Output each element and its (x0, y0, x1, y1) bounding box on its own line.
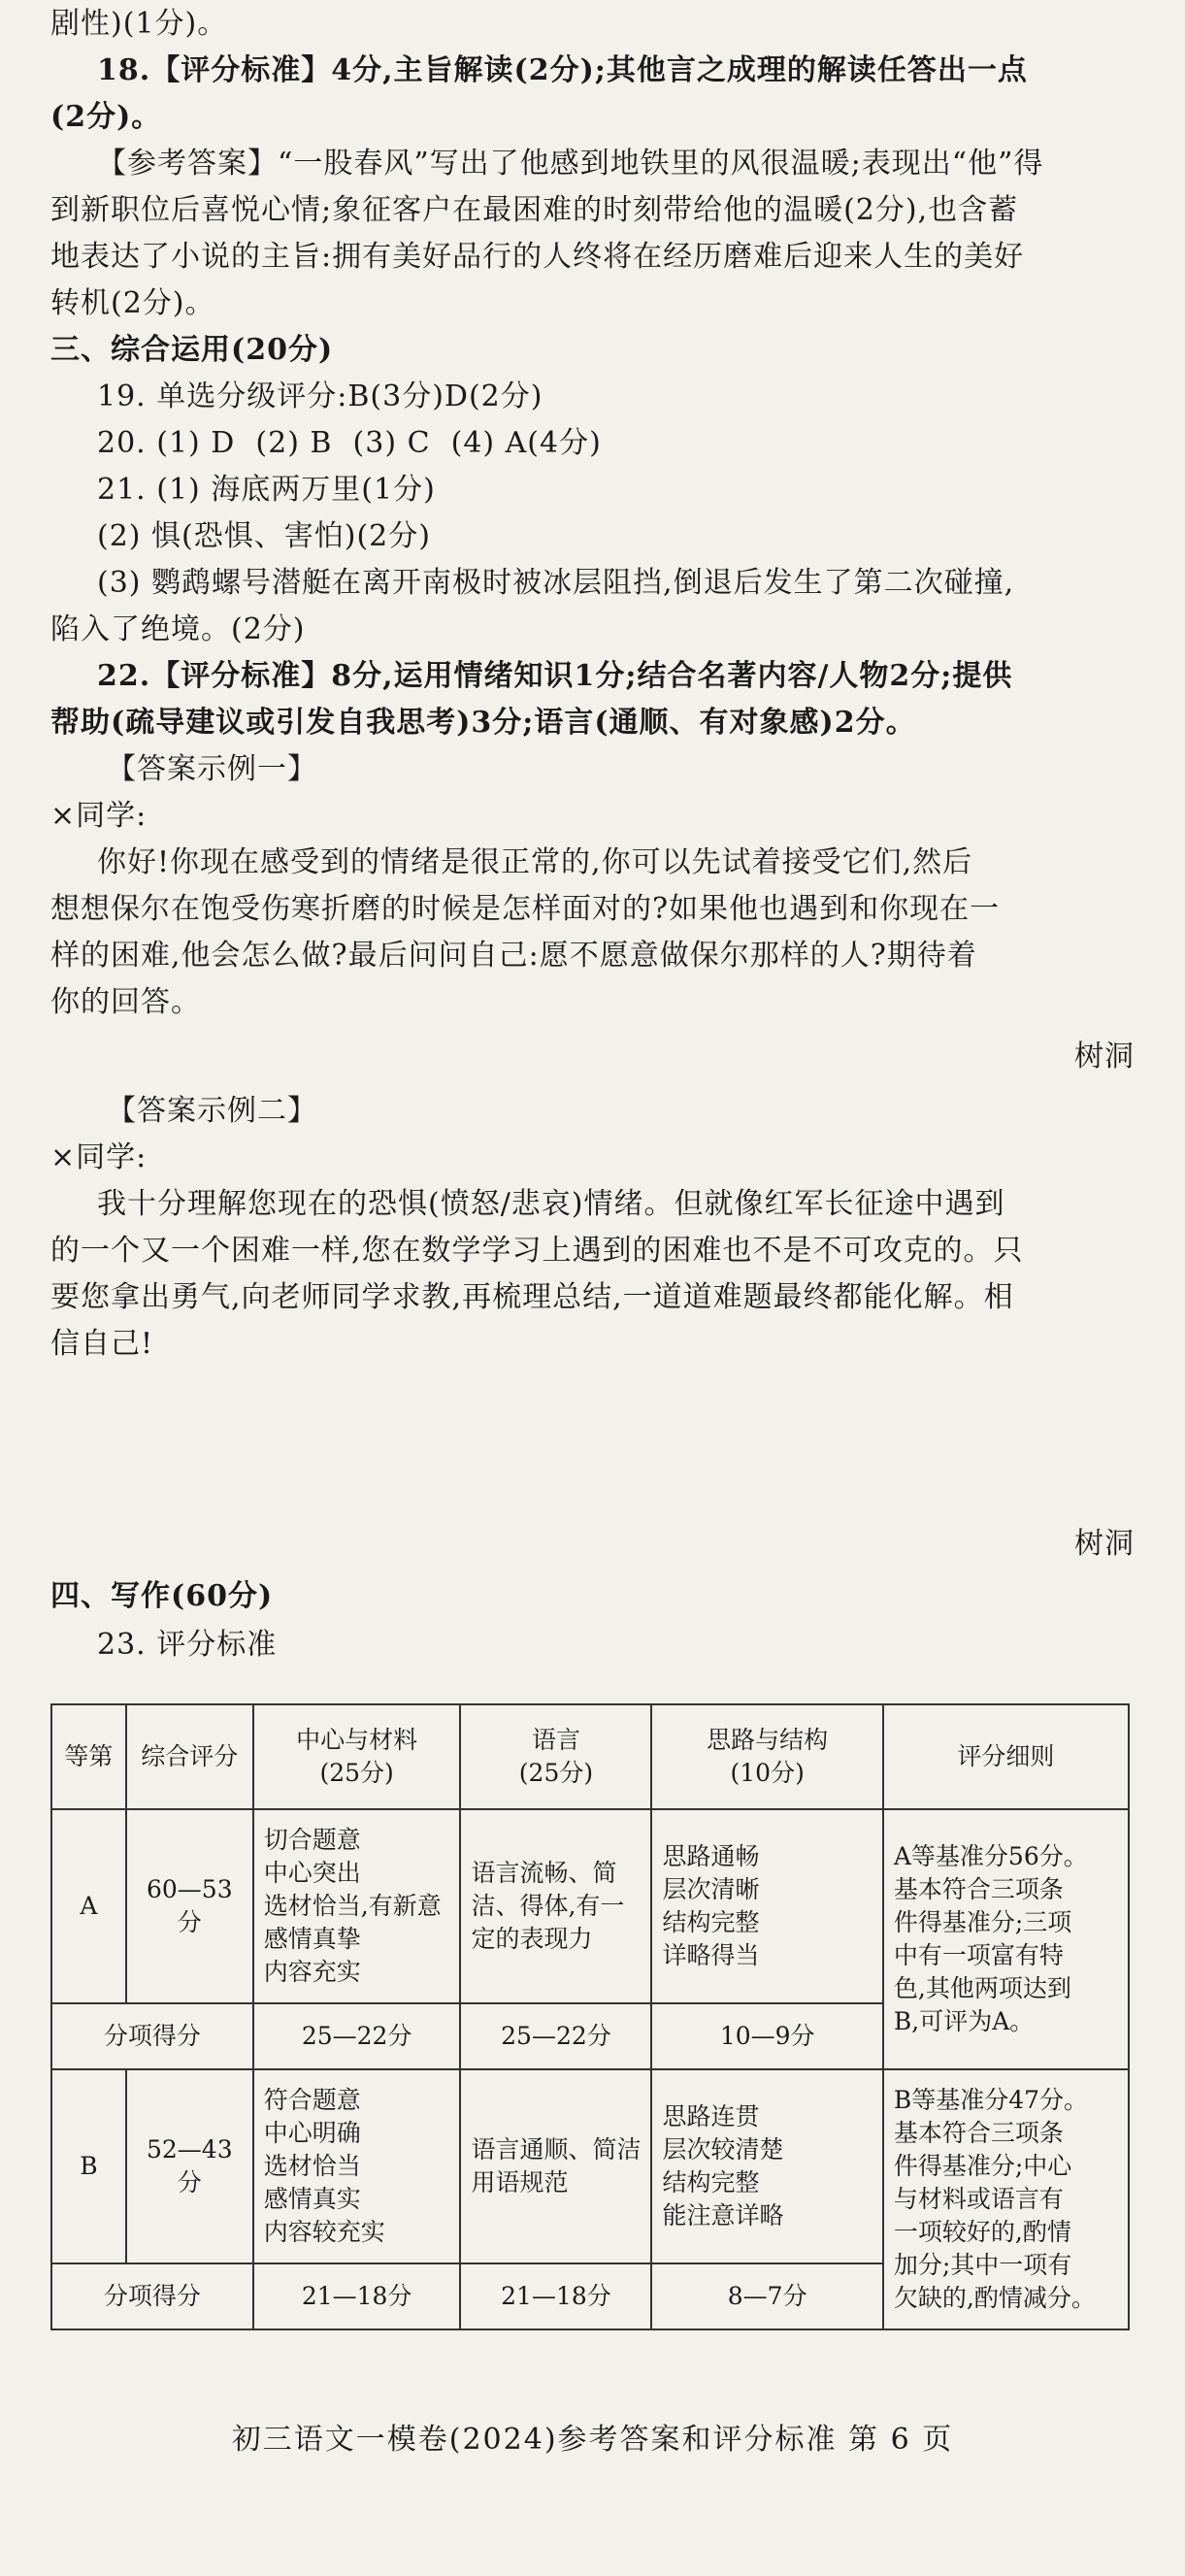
cell-line: 定的表现力 (471, 1925, 593, 1953)
cell-line: 语言流畅、简 (471, 1859, 617, 1887)
example-2-title: 【答案示例二】 (107, 1094, 317, 1128)
example-2-body: 的一个又一个困难一样,您在数学学习上遇到的困难也不是不可攻克的。只 (50, 1234, 1024, 1268)
q18-rule-cont: (2分)。 (50, 100, 162, 134)
q22-rule: 22.【评分标准】8分,运用情绪知识1分;结合名著内容/人物2分;提供 (97, 659, 1013, 693)
q18-answer-cont: 转机(2分)。 (50, 286, 215, 320)
cell-line: 语言通顺、简洁 (471, 2135, 642, 2163)
grade-b-label: B (51, 2069, 126, 2263)
example-1-body: 想想保尔在饱受伤寒折磨的时候是怎样面对的?如果他也遇到和你现在一 (50, 892, 1001, 926)
cell-line: 感情真挚 (263, 1925, 361, 1953)
example-1-body: 你好!你现在感受到的情绪是很正常的,你可以先试着接受它们,然后 (97, 845, 973, 879)
grade-a-structure (651, 1809, 882, 2003)
cell-line: 选材恰当 (263, 2152, 361, 2180)
cell-line: 层次清晰 (662, 1875, 760, 1903)
example-2-body: 信自己! (50, 1327, 154, 1361)
section-heading-4: 四、写作(60分) (50, 1579, 274, 1613)
example-1-body: 样的困难,他会怎么做?最后问问自己:愿不愿意做保尔那样的人?期待着 (50, 939, 977, 973)
cell-line: 用语规范 (471, 2168, 569, 2196)
grade-a-language (460, 1809, 651, 2003)
header-detail: 评分细则 (883, 1704, 1129, 1809)
q23-title: 23. 评分标准 (97, 1628, 278, 1662)
q20-answer: 20. (1) D (2) B (3) C (4) A(4分) (97, 426, 602, 460)
cell-line: A等基准分56分。 (893, 1842, 1088, 1870)
q21-answer-2: (2) 惧(恐惧、害怕)(2分) (97, 519, 431, 553)
q18-rule: 18.【评分标准】4分,主旨解读(2分);其他言之成理的解读任答出一点 (97, 53, 1028, 87)
cell-line: 思路通畅 (662, 1842, 760, 1870)
cell-line: 详略得当 (662, 1941, 760, 1969)
q22-rule-cont: 帮助(疏导建议或引发自我思考)3分;语言(通顺、有对象感)2分。 (50, 706, 916, 740)
q18-answer-cont: 到新职位后喜悦心情;象征客户在最困难的时刻带给他的温暖(2分),也含蓄 (50, 193, 1019, 227)
header-language-title: 语言 (531, 1726, 580, 1754)
header-structure-title: 思路与结构 (707, 1726, 829, 1754)
subscore-a-label: 分项得分 (51, 2003, 253, 2069)
q21-answer-3: (3) 鹦鹉螺号潜艇在离开南极时被冰层阻挡,倒退后发生了第二次碰撞, (97, 566, 1015, 600)
cell-line: 件得基准分;三项 (893, 1908, 1072, 1936)
cell-line: 中有一项富有特 (893, 1941, 1064, 1969)
subscore-b-structure: 8—7分 (651, 2263, 882, 2329)
cell-line: 层次较清楚 (662, 2135, 784, 2163)
cell-line: 加分;其中一项有 (893, 2251, 1072, 2279)
grade-b-language (460, 2069, 651, 2263)
header-center-points: (25分) (319, 1759, 394, 1787)
q21-answer-1: 21. (1) 海底两万里(1分) (97, 473, 436, 507)
grade-b-center (253, 2069, 461, 2263)
subscore-a-language: 25—22分 (460, 2003, 651, 2069)
q18-answer: 【参考答案】“一股春风”写出了他感到地铁里的风很温暖;表现出“他”得 (97, 147, 1044, 181)
example-2-body: 要您拿出勇气,向老师同学求教,再梳理总结,一道道难题最终都能化解。相 (50, 1280, 1014, 1314)
cell-line: B等基准分47分。 (893, 2086, 1089, 2114)
cell-line: 一项较好的,酌情 (893, 2218, 1071, 2246)
example-1-title: 【答案示例一】 (107, 752, 317, 786)
cell-line: 中心突出 (263, 1859, 361, 1887)
cell-line: 内容较充实 (263, 2218, 385, 2246)
cell-line: 内容充实 (263, 1958, 361, 1986)
grade-b-score: 52—43分 (126, 2069, 253, 2263)
section-heading-3: 三、综合运用(20分) (50, 333, 334, 367)
header-overall: 综合评分 (126, 1704, 253, 1809)
q21-answer-3-cont: 陷入了绝境。(2分) (50, 612, 306, 646)
example-1-signature: 树洞 (1074, 1040, 1135, 1073)
subscore-b-label: 分项得分 (51, 2263, 253, 2329)
cell-line: 中心明确 (263, 2119, 361, 2147)
grade-a-label: A (51, 1809, 126, 2003)
cell-line: 基本符合三项条 (893, 2119, 1064, 2147)
table-row-grade-b (51, 2069, 1129, 2263)
example-1-salutation: ×同学: (50, 799, 148, 833)
grade-a-center (253, 1809, 461, 2003)
cell-line: 洁、得体,有一 (471, 1892, 625, 1920)
cell-line: 思路连贯 (662, 2102, 760, 2130)
page-footer: 初三语文一模卷(2024)参考答案和评分标准 第 6 页 (231, 2423, 954, 2457)
cell-line: 与材料或语言有 (893, 2185, 1064, 2213)
example-2-salutation: ×同学: (50, 1140, 148, 1174)
header-grade: 等第 (51, 1704, 126, 1809)
cell-line: 件得基准分;中心 (893, 2152, 1072, 2180)
cell-line: 感情真实 (263, 2185, 361, 2213)
subscore-a-structure: 10—9分 (651, 2003, 882, 2069)
table-header-row (51, 1704, 1129, 1809)
example-1-body: 你的回答。 (50, 985, 201, 1019)
subscore-b-language: 21—18分 (460, 2263, 651, 2329)
grade-b-structure (651, 2069, 882, 2263)
text-line: 剧性)(1分)。 (50, 7, 228, 41)
header-center (253, 1704, 461, 1809)
grade-a-detail (883, 1809, 1129, 2069)
cell-line: 色,其他两项达到 (893, 1974, 1071, 2002)
grade-a-score: 60—53分 (126, 1809, 253, 2003)
q18-answer-cont: 地表达了小说的主旨:拥有美好品行的人终将在经历磨难后迎来人生的美好 (50, 240, 1025, 274)
cell-line: 结构完整 (662, 1908, 760, 1936)
cell-line: 选材恰当,有新意 (263, 1892, 442, 1920)
subscore-b-center: 21—18分 (253, 2263, 461, 2329)
header-language (460, 1704, 651, 1809)
header-structure-points: (10分) (730, 1759, 805, 1787)
example-2-body: 我十分理解您现在的恐惧(愤怒/悲哀)情绪。但就像红军长征途中遇到 (97, 1187, 1005, 1221)
grading-table (50, 1703, 1130, 2330)
header-language-points: (25分) (518, 1759, 594, 1787)
cell-line: 切合题意 (263, 1826, 361, 1854)
table-row-grade-a (51, 1809, 1129, 2003)
cell-line: 欠缺的,酌情减分。 (893, 2284, 1096, 2312)
cell-line: 能注意详略 (662, 2201, 784, 2229)
cell-line: 基本符合三项条 (893, 1875, 1064, 1903)
header-center-title: 中心与材料 (296, 1726, 418, 1754)
cell-line: B,可评为A。 (893, 2007, 1035, 2035)
cell-line: 结构完整 (662, 2168, 760, 2196)
grade-b-detail (883, 2069, 1129, 2329)
subscore-a-center: 25—22分 (253, 2003, 461, 2069)
header-structure (651, 1704, 882, 1809)
cell-line: 符合题意 (263, 2086, 361, 2114)
example-2-signature: 树洞 (1074, 1527, 1135, 1561)
q19-answer: 19. 单选分级评分:B(3分)D(2分) (97, 380, 543, 413)
